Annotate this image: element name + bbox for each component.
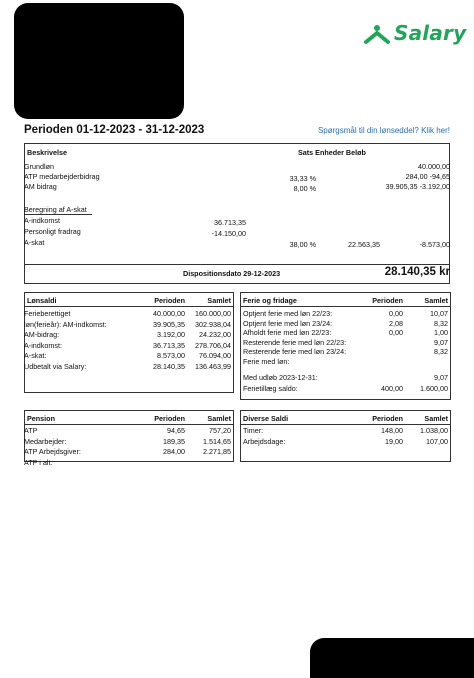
- line-amount: 39.905,35 -3.192,00: [385, 182, 450, 191]
- ferie-row-label: Optjent ferie med løn 23/24:: [243, 318, 333, 328]
- lonsaldi-period-header: Perioden: [154, 296, 185, 305]
- lonsaldi-row-total: 136.463,99: [195, 361, 231, 371]
- section-label: Beregning af A-skat: [24, 205, 87, 214]
- lonsaldi-row-label: AM-bidrag:: [24, 330, 60, 339]
- line-amount: -8.573,00: [419, 240, 450, 249]
- lonsaldi-row-period: 40.000,00: [153, 309, 185, 318]
- ferie-row-label: Resterende ferie med løn 22/23:: [243, 337, 347, 347]
- diverse-row-period: 148,00: [381, 426, 403, 435]
- ferie-row-label: Resterende ferie med løn 23/24:: [243, 347, 347, 356]
- page-title: Perioden 01-12-2023 - 31-12-2023: [24, 124, 205, 136]
- line-label: AM bidrag: [24, 182, 57, 191]
- ferie-row-label: Med udløb 2023-12-31:: [243, 373, 318, 382]
- line-label: Personligt fradrag: [24, 227, 81, 236]
- ferie-row-label: Ferie med løn:: [243, 356, 290, 366]
- lonsaldi-row-period: 8.573,00: [157, 351, 185, 360]
- redacted-header-block: [14, 3, 184, 119]
- pension-row-period: 284,00: [163, 447, 185, 456]
- redacted-footer-block: [310, 638, 474, 678]
- line-rate: 38,00 %: [289, 240, 316, 249]
- lonsaldi-row-total: 278.706,04: [195, 340, 231, 350]
- pension-row-label: ATP: [24, 426, 38, 435]
- line-units: 22.563,35: [348, 240, 380, 249]
- line-rate: 8,00 %: [293, 184, 316, 193]
- lonsaldi-row-label: A-skat:: [24, 351, 47, 360]
- diverse-row-period: 19,00: [385, 436, 403, 446]
- line-label: ATP medarbejderbidrag: [24, 172, 100, 181]
- lonsaldi-row-period: 39.905,35: [153, 319, 185, 329]
- ferie-row-total: 8,32: [434, 347, 448, 356]
- lonsaldi-row-total: 160.000,00: [195, 309, 231, 318]
- ferie-row-period: 2,08: [389, 318, 403, 328]
- diverse-total-header: Samlet: [424, 414, 448, 423]
- pension-total-header: Samlet: [207, 414, 231, 423]
- ferie-total-header: Samlet: [424, 296, 448, 305]
- pension-period-header: Perioden: [154, 414, 185, 423]
- diverse-row-label: Arbejdsdage:: [243, 436, 286, 446]
- disposition-date: Dispositionsdato 29-12-2023: [183, 269, 281, 278]
- diverse-row-total: 1.038,00: [420, 426, 448, 435]
- help-link[interactable]: Spørgsmål til din lønseddel? Klik her!: [317, 126, 450, 135]
- ferie-row-period: 0,00: [389, 328, 403, 337]
- rate-units-amount-header: Sats Enheder Beløb: [298, 148, 366, 157]
- ferie-row-total: 1.600,00: [420, 384, 448, 393]
- diverse-period-header: Perioden: [372, 414, 403, 423]
- line-label: Grundløn: [24, 162, 54, 171]
- ferie-row-label: Ferietillæg saldo:: [243, 384, 298, 393]
- ferie-row-label: Afholdt ferie med løn 22/23:: [243, 328, 332, 337]
- salary-logo-icon: [364, 24, 390, 46]
- ferie-header: Ferie og fridage: [243, 296, 297, 305]
- lonsaldi-row-period: 36.713,35: [153, 340, 185, 350]
- pension-row-total: 2.271,85: [203, 447, 231, 456]
- lonsaldi-row-period: 3.192,00: [157, 330, 185, 339]
- line-amount: 40.000,00: [418, 162, 450, 171]
- pension-row-label: ATP i alt:: [24, 457, 53, 467]
- lonsaldi-row-label: Udbetalt via Salary:: [24, 361, 87, 371]
- ferie-row-total: 8,32: [434, 318, 448, 328]
- ferie-row-total: 9,07: [434, 373, 448, 382]
- pension-row-label: ATP Arbejdsgiver:: [24, 447, 81, 456]
- pension-header: Pension: [27, 414, 55, 423]
- pension-header-line: [24, 424, 234, 425]
- diverse-row-label: Timer:: [243, 426, 264, 435]
- ferie-row-label: Optjent ferie med løn 22/23:: [243, 309, 333, 318]
- line-label: A-indkomst: [24, 216, 60, 225]
- pension-row-period: 94,65: [167, 426, 185, 435]
- ferie-period-header: Perioden: [372, 296, 403, 305]
- lonsaldi-row-label: løn(ferieår): AM-indkomst:: [24, 319, 107, 329]
- lonsaldi-row-label: A-indkomst:: [24, 340, 62, 350]
- lonsaldi-total-header: Samlet: [207, 296, 231, 305]
- description-header: Beskrivelse: [27, 148, 67, 157]
- main-divider: [24, 264, 450, 265]
- pension-row-total: 757,20: [209, 426, 231, 435]
- ferie-header-line: [240, 306, 451, 307]
- lonsaldi-row-total: 24.232,00: [199, 330, 231, 339]
- logo-text: Salary: [394, 21, 467, 45]
- diverse-header-line: [240, 424, 451, 425]
- ferie-row-total: 10,07: [430, 309, 448, 318]
- lonsaldi-row-total: 302.938,04: [195, 319, 231, 329]
- ferie-row-period: 0,00: [389, 309, 403, 318]
- net-pay-total: 28.140,35 kr: [384, 266, 450, 278]
- line-rate: 33,33 %: [289, 174, 316, 183]
- section-underline: [24, 214, 92, 215]
- lonsaldi-header-line: [24, 306, 234, 307]
- ferie-row-period: 400,00: [381, 384, 403, 393]
- diverse-row-total: 107,00: [426, 436, 448, 446]
- pension-row-label: Medarbejder:: [24, 436, 67, 446]
- pension-row-total: 1.514,65: [203, 436, 231, 446]
- lonsaldi-header: Lønsaldi: [27, 296, 57, 305]
- diverse-header: Diverse Saldi: [243, 414, 289, 423]
- line-label: A-skat: [24, 238, 45, 247]
- ferie-row-total: 9,07: [434, 337, 448, 347]
- line-base: -14.150,00: [211, 229, 246, 238]
- line-base: 36.713,35: [214, 218, 246, 227]
- pension-row-period: 189,35: [163, 436, 185, 446]
- lonsaldi-row-total: 76.094,00: [199, 351, 231, 360]
- lonsaldi-row-label: Ferieberettiget: [24, 309, 71, 318]
- lonsaldi-row-period: 28.140,35: [153, 361, 185, 371]
- line-amount: 284,00 -94,65: [405, 172, 450, 181]
- ferie-row-total: 1,00: [434, 328, 448, 337]
- salary-logo: [364, 20, 467, 50]
